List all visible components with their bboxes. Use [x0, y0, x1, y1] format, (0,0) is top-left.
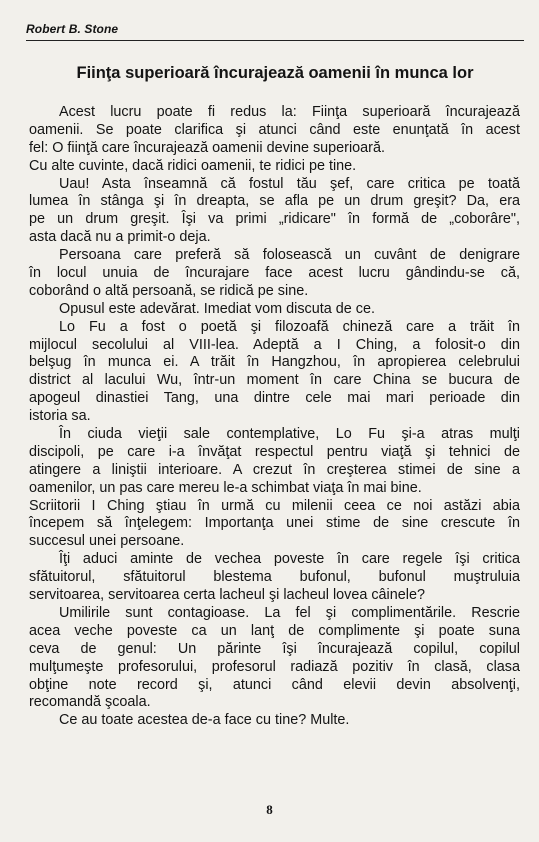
- text-line: Acest lucru poate fi redus la: Fiinţa superioară încurajează: [59, 104, 520, 120]
- paragraph: [29, 247, 520, 301]
- text-line: oamenii. Se poate clarifica şi atunci când este enunţată în acest: [29, 121, 520, 138]
- text-line: succesul unei persoane.: [29, 533, 185, 550]
- text-line: Ce au toate acestea de-a face cu tine? Multe.: [59, 712, 350, 729]
- text-line: Uau! Asta înseamnă că fostul tău şef, care critica pe toată: [59, 175, 520, 192]
- text-line: istoria sa.: [29, 408, 91, 425]
- text-line: pe un drum greşit. Îşi va primi „ridicare" în formă de „coborâre",: [29, 211, 520, 228]
- text-line: recomandă şcoala.: [29, 694, 151, 711]
- paragraph: [29, 158, 520, 176]
- paragraph: [29, 301, 520, 319]
- text-line: discipoli, pe care i-a învăţat respectul pentru viaţă şi tehnici de: [29, 443, 520, 460]
- text-line: asta dacă nu a primit-o deja.: [29, 229, 211, 246]
- paragraph: [29, 551, 520, 605]
- running-header-author: Robert B. Stone: [26, 22, 119, 36]
- text-line: obţine note record şi, atunci când elevii devin absolvenţi,: [29, 676, 520, 693]
- text-line: coborând o altă persoană, se ridică pe sine.: [29, 282, 309, 299]
- text-line: apogeul dinastiei Tang, una dintre cele mai mari perioade din: [29, 390, 520, 407]
- text-line: acea veche poveste ca un lanţ de complimente şi poate suna: [29, 622, 520, 639]
- text-line: Cu alte cuvinte, dacă ridici oamenii, te ridici pe tine.: [29, 157, 357, 174]
- text-line: belşug în munca ei. A trăit în Hangzhou, în apropierea celebrului: [29, 354, 520, 371]
- paragraph: [29, 712, 520, 730]
- text-line: mijlocul secolului al VIII-lea. Adeptă a I Ching, a folosit-o din: [29, 336, 520, 353]
- text-line: Opusul este adevărat. Imediat vom discuta de ce.: [59, 300, 375, 317]
- paragraph: [29, 498, 520, 552]
- section-title: Fiinţa superioară încurajează oamenii în munca lor: [76, 64, 474, 82]
- text-line: Lo Fu a fost o poetă şi filozoafă chineză care a trăit în: [59, 318, 520, 335]
- paragraph: [29, 104, 520, 158]
- text-line: Îţi aduci aminte de vechea poveste în care regele îşi critica: [59, 551, 520, 568]
- paragraph: [29, 319, 520, 426]
- text-line: sfătuitorul, sfătuitorul blestema bufonul, bufonul muştruluia: [29, 569, 520, 586]
- text-line: Umilirile sunt contagioase. La fel şi complimentările. Rescrie: [59, 604, 520, 621]
- text-line: Persoana care preferă să folosească un cuvânt de denigrare: [59, 247, 520, 264]
- body-text: [29, 104, 520, 730]
- text-line: Scriitorii I Ching ştiau în urmă cu milenii ceea ce noi astăzi abia: [29, 497, 520, 514]
- paragraph: [29, 605, 520, 712]
- text-line: fel: O fiinţă care încurajează oamenii devine superioară.: [29, 139, 385, 156]
- text-line: lumea în stânga şi în dreapta, se afla pe un drum greşit? Da, era: [29, 193, 520, 210]
- text-line: servitoarea, servitoarea certa lacheul şi lacheul lovea câinele?: [29, 587, 425, 604]
- paragraph: [29, 426, 520, 498]
- text-line: mulţumeşte profesorului, profesorul radiază pozitiv în clasă, clasa: [29, 658, 520, 675]
- text-line: începem să înţelegem: Importanţa unei stime de sine crescute în: [29, 515, 520, 532]
- text-line: În ciuda vieţii sale contemplative, Lo Fu şi-a atras mulţi: [59, 426, 520, 443]
- header-divider: [26, 40, 524, 41]
- text-line: oamenilor, un pas care mereu le-a schimbat viaţa în mai bine.: [29, 479, 422, 496]
- text-line: district al lacului Wu, într-un moment în care China se bucura de: [29, 372, 520, 389]
- text-line: în locul unuia de încurajare face acest lucru gândindu-se că,: [29, 265, 520, 282]
- text-line: atingere a liniştii interioare. A crezut în creşterea stimei de sine a: [29, 461, 520, 478]
- page-number: 8: [266, 802, 273, 817]
- paragraph: [29, 176, 520, 248]
- text-line: ceva de genul: Un părinte îşi încurajează copilul, copilul: [29, 640, 520, 657]
